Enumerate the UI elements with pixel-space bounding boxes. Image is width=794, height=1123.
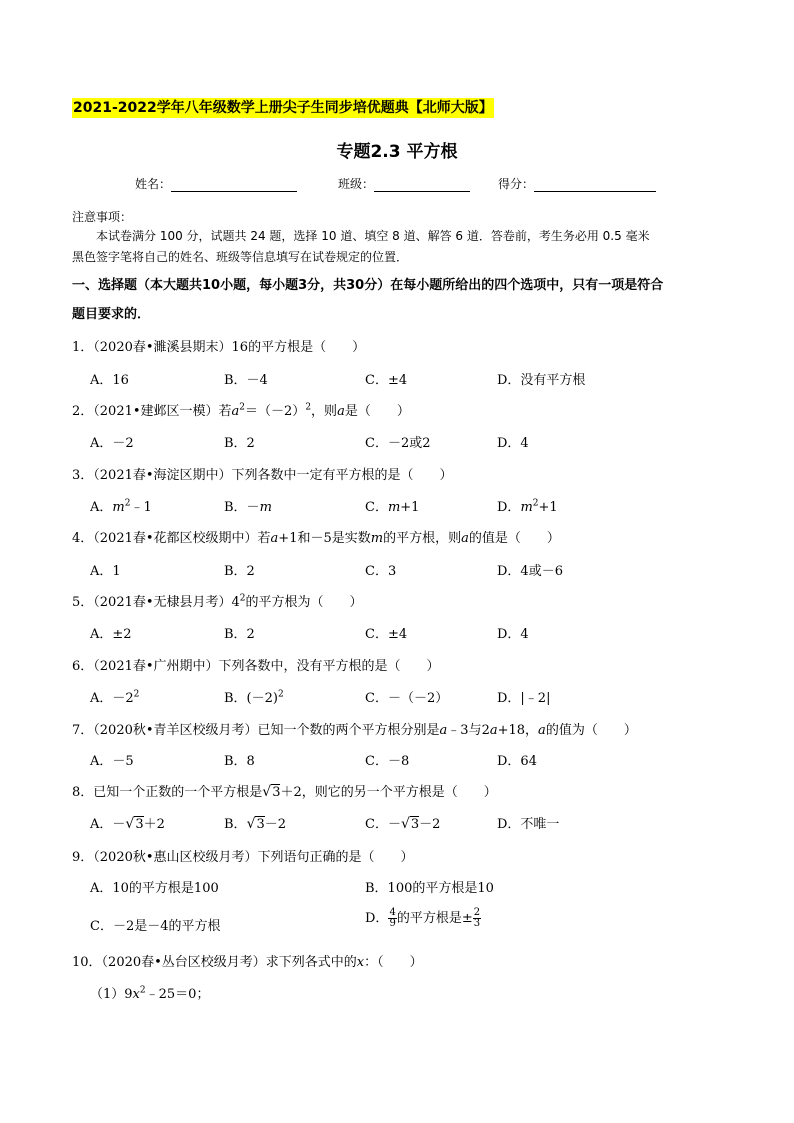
question-9-stem: 9．（2020秋•惠山区校级月考）下列语句正确的是（ ） <box>72 850 414 865</box>
q3-option-c: C．m+1 <box>365 500 420 515</box>
q8-option-d: D．不唯一 <box>497 817 560 832</box>
q1-option-c: C．±4 <box>365 373 408 388</box>
q7-option-d: D．64 <box>497 754 537 769</box>
q5-option-d: D．4 <box>497 627 529 642</box>
question-3-stem: 3．（2021春•海淀区期中）下列各数中一定有平方根的是（ ） <box>72 468 453 483</box>
q2-option-b: B．2 <box>224 436 255 451</box>
question-10-stem: 10．（2020春•丛台区校级月考）求下列各式中的x：（ ） <box>72 955 423 970</box>
q8-option-b: B．√3－2 <box>224 816 287 832</box>
q7-option-a: A．－5 <box>90 754 134 769</box>
question-6-stem: 6．（2021春•广州期中）下列各数中，没有平方根的是（ ） <box>72 659 440 674</box>
radical-sign-icon: √ <box>125 816 135 832</box>
q5-option-b: B．2 <box>224 627 255 642</box>
q7-option-b: B．8 <box>224 754 255 769</box>
header-banner: 2021-2022学年八年级数学上册尖子生同步培优题典【北师大版】 <box>73 100 493 116</box>
section-heading-line-2: 题目要求的． <box>72 307 151 322</box>
q3-option-d: D．$m^2+1$ <box>497 498 558 515</box>
q4-option-b: B．2 <box>224 564 255 579</box>
q2-option-d: D．4 <box>497 436 529 451</box>
question-2-stem: 2．（2021•建邺区一模）若$a^2=(-2)^2$，则a是（ ） <box>72 402 410 419</box>
q8-option-a: A．－√3＋2 <box>90 816 165 832</box>
q6-option-c: C．－（－2） <box>365 691 449 706</box>
radical-sign-icon: √ <box>246 816 256 832</box>
q3-option-b: B．－m <box>224 500 272 515</box>
class-blank <box>374 177 470 192</box>
notice-line-1: 本试卷满分 100 分，试题共 24 题，选择 10 道、填空 8 道、解答 6 道．答卷前，考生务必用 0.5 毫米 <box>96 229 650 243</box>
question-8-stem: 8．已知一个正数的一个平方根是√3＋2，则它的另一个平方根是（ ） <box>72 784 497 800</box>
question-5-stem: 5．（2021春•无棣县月考）$4^2$的平方根为（ ） <box>72 593 363 610</box>
q4-option-d: D．4或－6 <box>497 564 563 579</box>
q4-option-a: A．1 <box>90 564 121 579</box>
q9-option-d: D． $\frac{4}{9}$ 的平方根是± $\frac{2}{3}$ <box>365 907 481 929</box>
q8-option-c: C．－√3－2 <box>365 816 441 832</box>
q9-option-c: C．－2是－4的平方根 <box>90 919 221 934</box>
question-7-stem: 7．（2020秋•青羊区校级月考）已知一个数的两个平方根分别是a﹣3与2a+18，a的值为（ ） <box>72 723 637 738</box>
fraction: $\frac{4}{9}$ <box>389 907 396 929</box>
q10-sub-1: $(1)9x^2﹣25=0$； <box>90 985 210 1002</box>
score-field <box>498 175 656 192</box>
name-blank <box>171 177 297 192</box>
score-blank <box>534 177 656 192</box>
notice-line-2: 黑色签字笔将自己的姓名、班级等信息填写在试卷规定的位置． <box>72 250 409 264</box>
section-heading-line-1: 一、选择题（本大题共10小题，每小题3分，共30分）在每小题所给出的四个选项中，只有一项是符合 <box>72 278 664 293</box>
fraction: $\frac{2}{3}$ <box>473 907 481 929</box>
q7-option-c: C．－8 <box>365 754 410 769</box>
score-label: 得分： <box>498 177 535 191</box>
radical-sign-icon: √ <box>262 784 272 800</box>
q9-option-b: B．100的平方根是10 <box>365 881 494 896</box>
notice-label: 注意事项： <box>72 210 133 224</box>
q2-option-c: C．－2或2 <box>365 436 431 451</box>
question-1-stem: 1．（2020春•濉溪县期末）16的平方根是（ ） <box>72 340 366 355</box>
q1-option-b: B．－4 <box>224 373 268 388</box>
q3-option-a: A．$m^2﹣1$ <box>90 498 152 515</box>
q9-option-a: A．10的平方根是100 <box>90 881 219 896</box>
name-label: 姓名： <box>135 177 172 191</box>
q6-option-a: A．$-2^2$ <box>90 689 140 706</box>
name-field <box>135 175 297 192</box>
q5-option-c: C．±4 <box>365 627 408 642</box>
q4-option-c: C．3 <box>365 564 397 579</box>
q6-option-d: D．|﹣2| <box>497 691 551 706</box>
q1-option-d: D．没有平方根 <box>497 373 586 388</box>
page-title: 专题2.3 平方根 <box>336 142 458 162</box>
q1-option-a: A．16 <box>90 373 129 388</box>
radical-sign-icon: √ <box>400 816 410 832</box>
q5-option-a: A．±2 <box>90 627 132 642</box>
q2-option-a: A．－2 <box>90 436 134 451</box>
question-4-stem: 4．（2021春•花都区校级期中）若a+1和－5是实数m的平方根，则a的值是（ ） <box>72 531 560 546</box>
class-label: 班级： <box>338 177 375 191</box>
q6-option-b: B．$(-2)^2$ <box>224 689 284 706</box>
class-field <box>338 175 470 192</box>
